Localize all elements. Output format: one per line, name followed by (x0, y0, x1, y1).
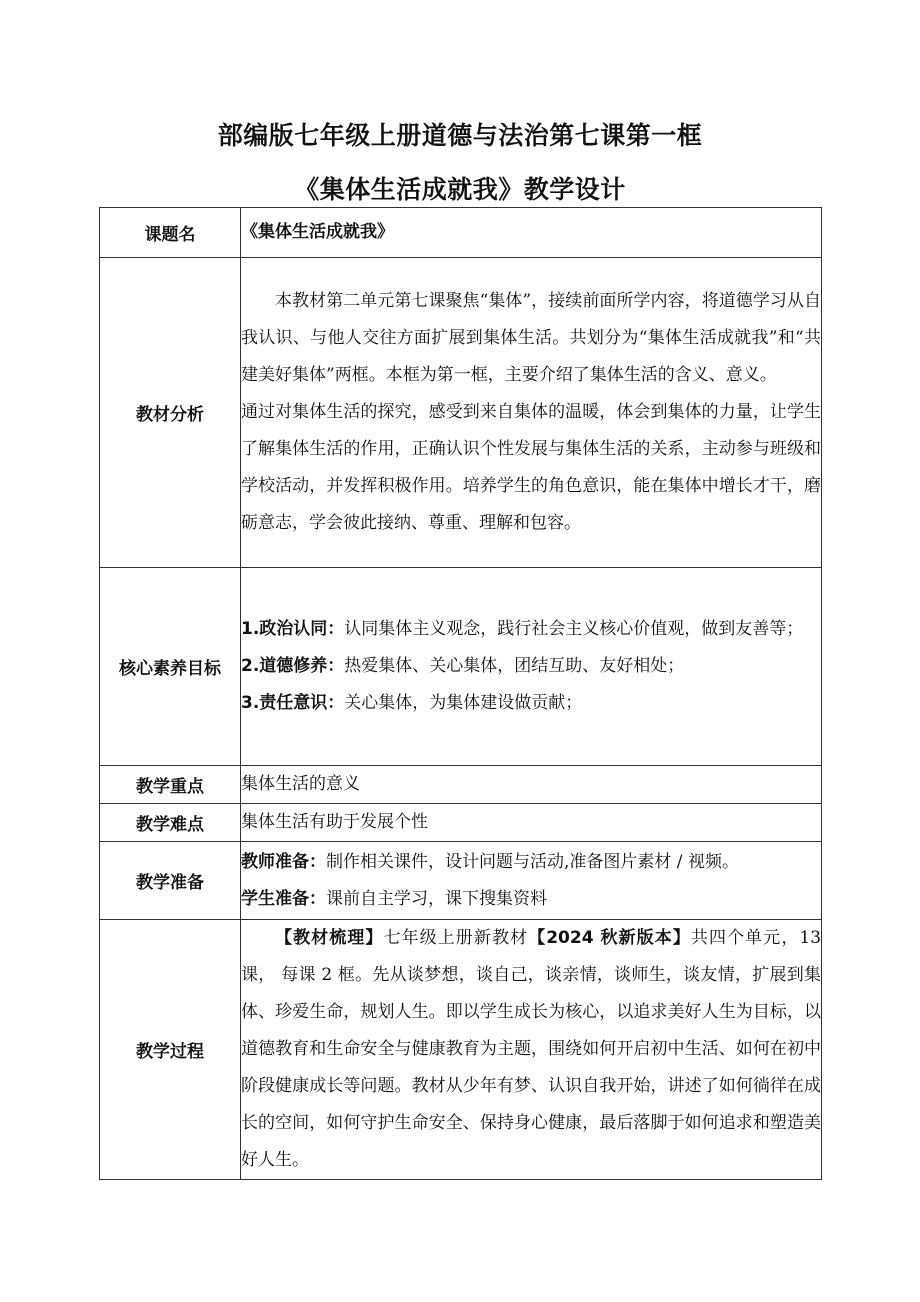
label-topic: 课题名 (100, 208, 241, 258)
analysis-paragraph-2: 通过对集体生活的探究，感受到来自集体的温暖，体会到集体的力量，让学生了解集体生活的作用，正确认识个性发展与集体生活的关系，主动参与班级和学校活动，并发挥积极作用。培养学生的角色意识，能在集体中增长才干，磨砺意志，学会彼此接纳、尊重、理解和包容。 (241, 402, 821, 533)
value-analysis (241, 258, 822, 568)
process-text-a: 七年级上册新教材 (383, 928, 529, 948)
literacy-item-text: 关心集体，为集体建设做贡献； (344, 693, 583, 713)
teacher-preparation (241, 844, 821, 881)
literacy-item (241, 611, 821, 648)
document-title-line2: 《集体生活成就我》教学设计 (294, 175, 626, 204)
literacy-item-key: 1.政治认同： (241, 619, 345, 639)
value-process (241, 920, 822, 1180)
process-text-b: 共四个单元，13 课， 每课 2 框。先从谈梦想，谈自己，谈亲情，谈师生，谈友情，扩展到集体、珍爱生命，规划人生。即以学生成长为核心，以追求美好人生为目标，以道德教育和生命安全与健康教育为主题，围绕如何开启初中生活、如何在初中阶段健康成长等问题。教材从少年有梦、认识自我开始，讲述了如何徜徉在成长的空间，如何守护生命安全、保持身心健康，最后落脚于如何追求和塑造美好人生。 (241, 928, 822, 1170)
student-preparation-key: 学生准备： (241, 888, 326, 909)
teacher-preparation-key: 教师准备： (241, 851, 326, 872)
value-focus: 集体生活的意义 (241, 766, 822, 804)
analysis-paragraph-1: 本教材第二单元第七课聚焦“集体”，接续前面所学内容，将道德学习从自我认识、与他人交往方面扩展到集体生活。共划分为“集体生活成就我”和“共建美好集体”两框。本框为第一框，主要介绍了集体生活的含义、意义。 (241, 291, 821, 385)
label-process: 教学过程 (100, 920, 241, 1180)
process-paragraph (241, 920, 821, 1179)
value-topic (241, 208, 822, 258)
topic-value: 《集体生活成就我》 (241, 222, 394, 242)
value-literacy (241, 568, 822, 766)
process-key: 【教材梳理】 (275, 928, 384, 948)
label-focus: 教学重点 (100, 766, 241, 804)
value-preparation (241, 842, 822, 920)
document-title-line1: 部编版七年级上册道德与法治第七课第一框 (217, 121, 703, 150)
table-row-difficulty (100, 804, 822, 842)
table-row-analysis (100, 258, 822, 568)
teacher-preparation-text: 制作相关课件，设计问题与活动,准备图片素材 / 视频。 (326, 851, 739, 872)
lesson-design-table (99, 207, 822, 1180)
student-preparation (241, 881, 821, 918)
student-preparation-text: 课前自主学习，课下搜集资料 (326, 888, 547, 909)
table-row-focus (100, 766, 822, 804)
literacy-item-text: 认同集体主义观念，践行社会主义核心价值观，做到友善等； (344, 619, 804, 639)
label-difficulty: 教学难点 (100, 804, 241, 842)
table-row-topic (100, 208, 822, 258)
label-preparation: 教学准备 (100, 842, 241, 920)
literacy-item-key: 3.责任意识： (241, 693, 345, 713)
literacy-item-text: 热爱集体、关心集体，团结互助、友好相处； (344, 656, 685, 676)
label-analysis: 教材分析 (100, 258, 241, 568)
value-difficulty: 集体生活有助于发展个性 (241, 804, 822, 842)
table-row-preparation (100, 842, 822, 920)
table-row-literacy (100, 568, 822, 766)
literacy-item-key: 2.道德修养： (241, 656, 345, 676)
literacy-item (241, 685, 821, 722)
literacy-item (241, 648, 821, 685)
process-key-version: 【2024 秋新版本】 (528, 928, 691, 948)
table-row-process (100, 920, 822, 1180)
label-literacy: 核心素养目标 (100, 568, 241, 766)
